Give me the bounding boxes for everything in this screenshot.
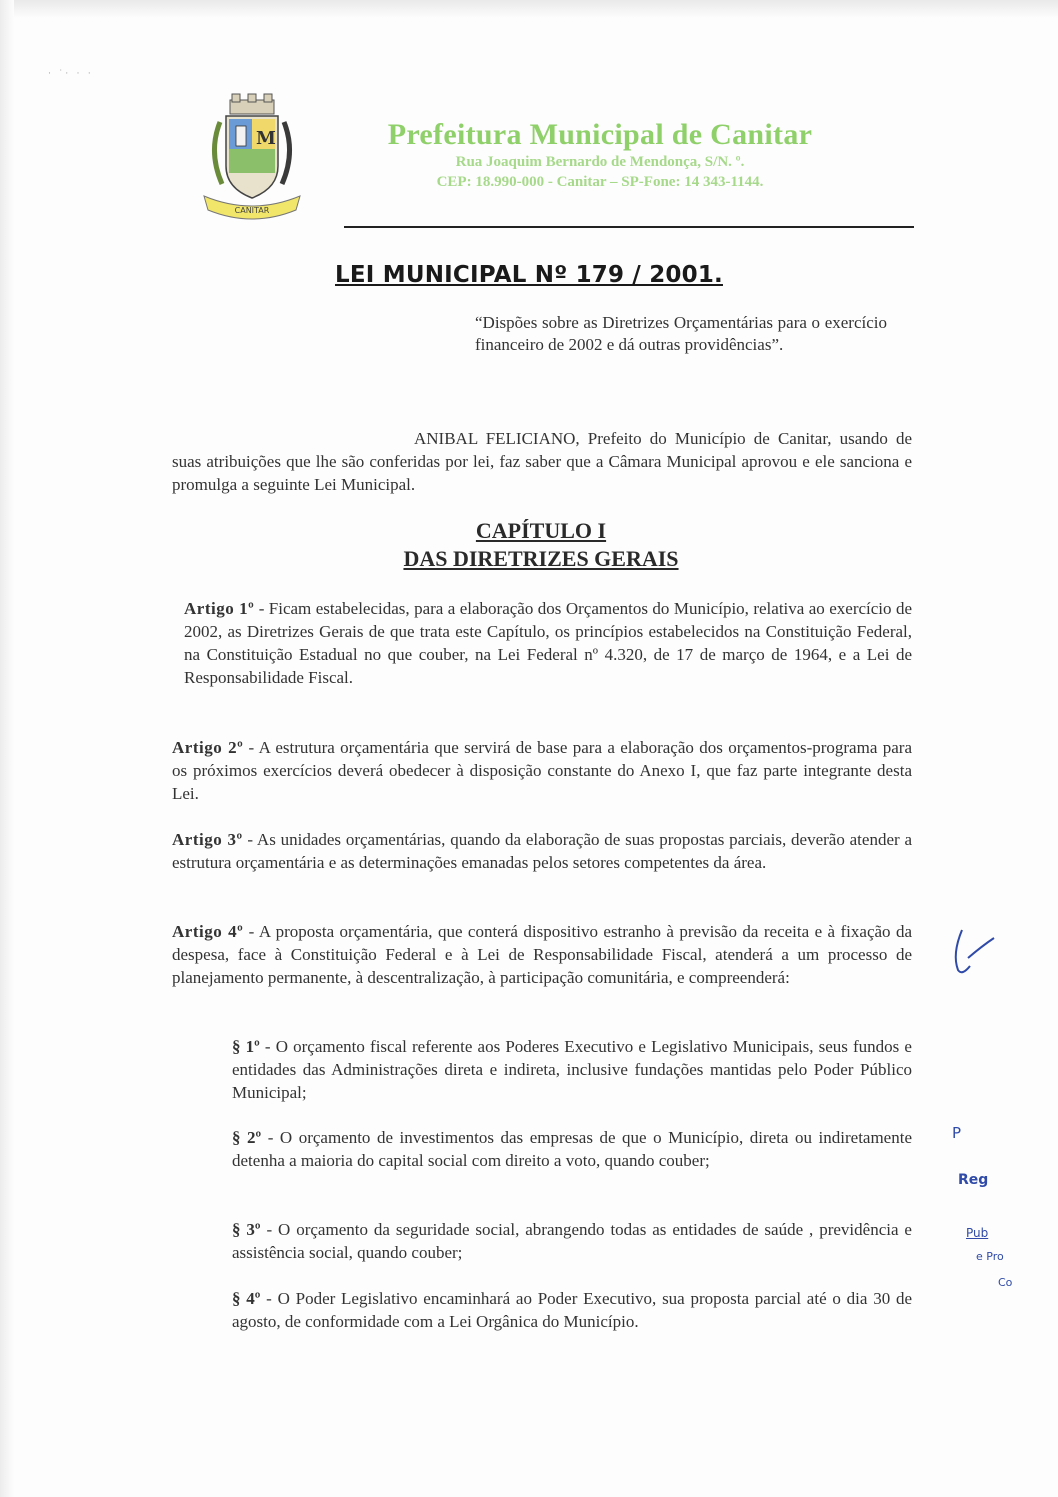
margin-note-5: Co <box>998 1276 1013 1289</box>
paragraph-4 <box>232 1287 912 1333</box>
scan-edge-top <box>0 0 1058 18</box>
preamble: ANIBAL FELICIANO, Prefeito do Município de Canitar, usando de suas atribuições que lhe são conferidas por lei, faz saber que a Câmara Municipal aprovou e ele sanciona e promulga a seguinte Lei Municipal. <box>172 429 912 494</box>
org-name: Prefeitura Municipal de Canitar <box>387 118 813 151</box>
article-2 <box>172 736 912 805</box>
paragraph-label: § 1º <box>232 1037 260 1056</box>
chapter-number: CAPÍTULO I <box>475 518 607 543</box>
handwritten-initial-mark <box>948 924 1008 978</box>
article-label: Artigo 2º <box>172 738 244 757</box>
org-cep-phone: CEP: 18.990-000 - Canitar – SP-Fone: 14 343-1144. <box>436 174 764 190</box>
paragraph-text: - O orçamento da seguridade social, abrangendo todas as entidades de saúde , previdência e assistência social, quando couber; <box>232 1220 912 1262</box>
article-text: - A proposta orçamentária, que conterá dispositivo estranho à previsão da receita e à fixação da despesa, face à Constituição Federal e à Lei de Responsabilidade Fiscal, atenderá a um processo de planejamento permanente, à descentralização, à participação comunitária, e compreenderá: <box>172 922 912 987</box>
scan-edge-left <box>0 0 14 1497</box>
article-1 <box>184 597 912 689</box>
law-title: LEI MUNICIPAL Nº 179 / 2001. <box>335 262 723 288</box>
letterhead <box>330 118 870 192</box>
paragraph-3 <box>232 1218 912 1264</box>
paragraph-1 <box>232 1035 912 1104</box>
paragraph-2 <box>232 1126 912 1172</box>
paragraph-text: - O orçamento de investimentos das empresas de que o Município, direta ou indiretamente detenha a maioria do capital social com direito a voto, quando couber; <box>232 1128 912 1170</box>
article-text: - Ficam estabelecidas, para a elaboração dos Orçamentos do Município, relativa ao exercício de 2002, as Diretrizes Gerais de que trata este Capítulo, os princípios estabelecidos na Constituição Federal, na Constituição Estadual no que couber, na Lei Federal nº 4.320, de 17 de março de 1964, e a Lei de Responsabilidade Fiscal. <box>184 599 912 687</box>
article-label: Artigo 3º <box>172 830 243 849</box>
margin-note-2: Reg <box>958 1172 989 1188</box>
paragraph-text: - O orçamento fiscal referente aos Poderes Executivo e Legislativo Municipais, seus fundos e entidades das Administrações direta e indireta, inclusive fundações mantidas pelo Poder Público Municipal; <box>232 1037 912 1102</box>
law-ementa: “Dispões sobre as Diretrizes Orçamentárias para o exercício financeiro de 2002 e dá outras providências”. <box>475 313 887 354</box>
article-text: - As unidades orçamentárias, quando da elaboração de suas propostas parciais, deverão atender a estrutura orçamentária e as determinações emanadas pelos setores competentes da área. <box>172 830 912 872</box>
article-label: Artigo 1º <box>184 599 255 618</box>
paragraph-text: - O Poder Legislativo encaminhará ao Poder Executivo, sua proposta parcial até o dia 30 de agosto, de conformidade com a Lei Orgânica do Município. <box>232 1289 912 1331</box>
paragraph-label: § 2º <box>232 1128 262 1147</box>
chapter-title: DAS DIRETRIZES GERAIS <box>403 546 679 571</box>
article-text: - A estrutura orçamentária que servirá de base para a elaboração dos orçamentos-programa para os próximos exercícios deverá obedecer à disposição constante do Anexo I, que faz parte integrante desta Lei. <box>172 738 912 803</box>
crest-letter: M <box>256 128 276 149</box>
paragraph-label: § 3º <box>232 1220 261 1239</box>
article-label: Artigo 4º <box>172 922 244 941</box>
margin-note-3: Pub <box>966 1226 989 1240</box>
article-3 <box>172 828 912 874</box>
paragraph-label: § 4º <box>232 1289 261 1308</box>
org-address: Rua Joaquim Bernardo de Mendonça, S/N. º. <box>455 154 745 170</box>
municipal-crest-logo <box>196 92 308 232</box>
crest-banner-text: CANITAR <box>234 206 270 215</box>
header-divider <box>344 226 914 228</box>
article-4 <box>172 920 912 989</box>
scan-specks: · ˙· · · <box>48 68 94 78</box>
margin-note-1: P <box>952 1124 962 1142</box>
margin-note-4: e Pro <box>976 1250 1004 1263</box>
